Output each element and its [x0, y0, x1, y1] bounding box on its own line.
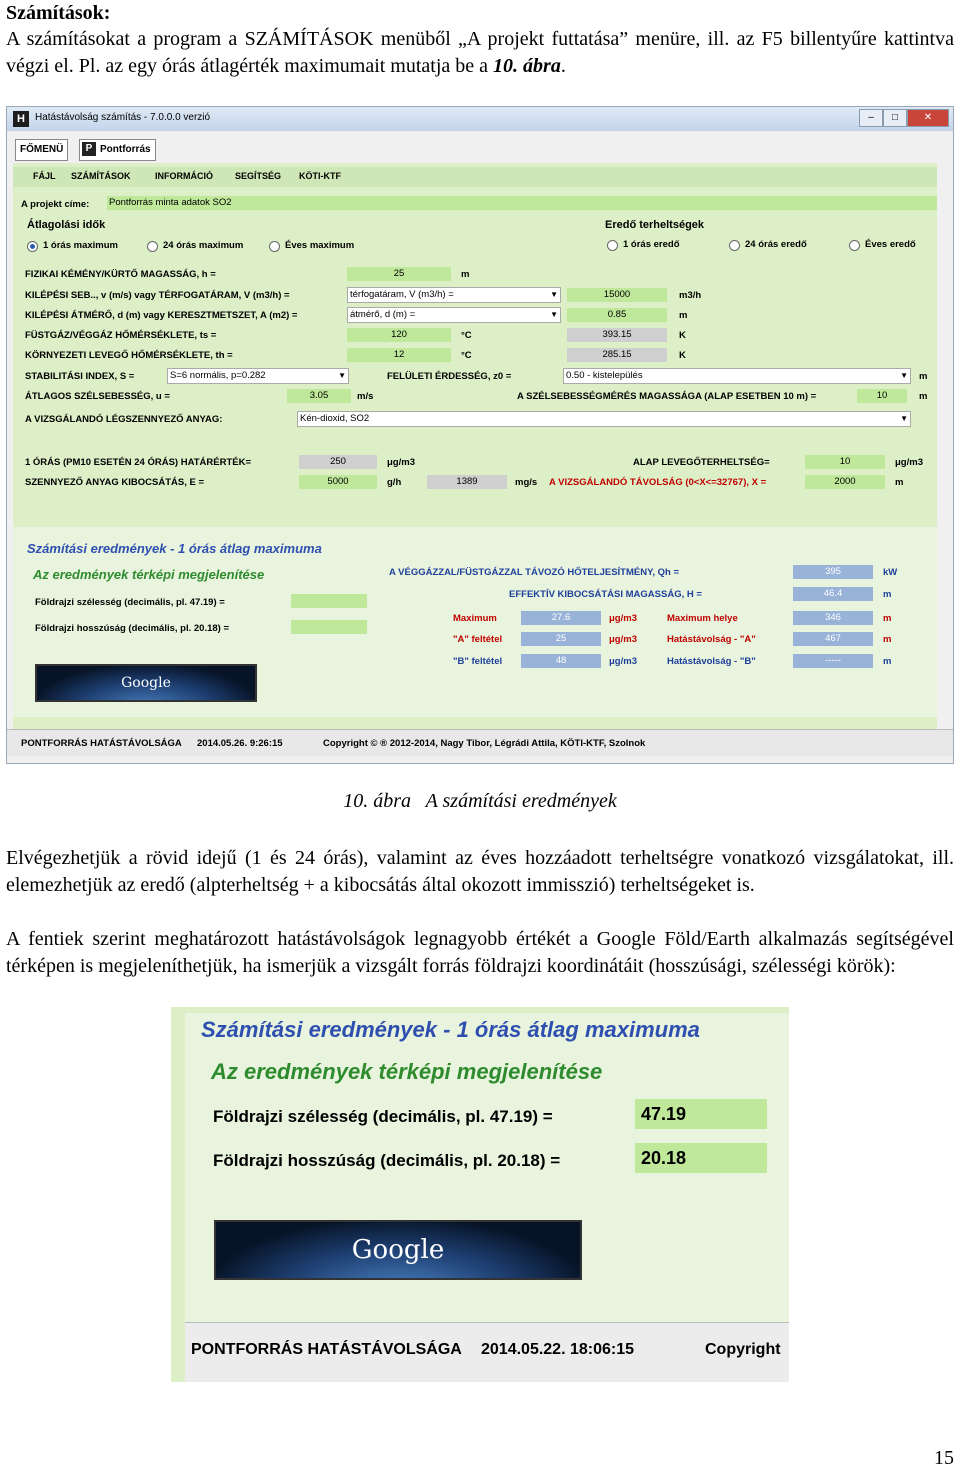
exit-unit: m3/h [679, 290, 702, 301]
ha-value: 467 [793, 632, 873, 646]
max-value: 27.6 [521, 611, 601, 625]
window-title: Hatástávolság számítás - 7.0.0.0 verzió [35, 112, 211, 123]
ha-unit: m [883, 634, 892, 645]
max-label: Maximum [453, 613, 497, 624]
zoom-google-logo: Google [351, 1235, 445, 1265]
zoom-status-datetime: 2014.05.22. 18:06:15 [481, 1341, 635, 1358]
radio-24h-max-label: 24 órás maximum [163, 240, 244, 251]
section-heading: Számítások: [6, 2, 111, 24]
ha-label: Hatástávolság - "A" [667, 634, 756, 645]
base-input[interactable]: 10 [805, 455, 885, 469]
radio-annual-max[interactable] [269, 241, 280, 252]
emission-label: SZENNYEZŐ ANYAG KIBOCSÁTÁS, E = [25, 477, 205, 488]
page-number: 15 [934, 1447, 954, 1469]
chevron-down-icon: ▼ [550, 310, 558, 319]
radio-1h-result-label: 1 órás eredő [623, 239, 680, 250]
zoom-lat-input[interactable]: 47.19 [635, 1099, 767, 1129]
radio-24h-result[interactable] [729, 240, 740, 251]
maxpos-unit: m [883, 613, 892, 624]
wind-input[interactable]: 3.05 [287, 389, 351, 403]
rough-unit: m [919, 371, 928, 382]
app-screenshot [6, 106, 954, 764]
menu-bar [13, 167, 937, 187]
stab-select[interactable]: S=6 normális, p=0.282 ▼ [167, 368, 349, 384]
menu-informacio[interactable]: INFORMÁCIÓ [155, 171, 213, 181]
emission-ms: 1389 [427, 475, 507, 489]
zoom-status-copyright: Copyright [705, 1341, 781, 1358]
project-title-input[interactable]: Pontforrás minta adatok SO2 [107, 196, 937, 210]
amb-kelvin-unit: K [679, 350, 686, 361]
title-bar [7, 107, 953, 131]
status-copyright: Copyright © ® 2012-2014, Nagy Tibor, Légrádi Attila, KÖTI-KTF, Szolnok [323, 738, 646, 749]
chevron-down-icon: ▼ [900, 414, 908, 423]
heat-label: A VÉGGÁZZAL/FÜSTGÁZZAL TÁVOZÓ HŐTELJESÍTMÉNY, Qh = [389, 567, 680, 578]
wind-unit: m/s [357, 391, 374, 402]
diam-input[interactable]: 0.85 [567, 308, 667, 322]
stab-label: STABILITÁSI INDEX, S = [25, 371, 135, 382]
eff-value: 46.4 [793, 587, 873, 601]
height-unit: m [461, 269, 470, 280]
status-bar [7, 729, 953, 756]
radio-24h-result-label: 24 órás eredő [745, 239, 807, 250]
heat-value: 395 [793, 565, 873, 579]
amb-input[interactable]: 12 [347, 348, 451, 362]
hb-label: Hatástávolság - "B" [667, 656, 756, 667]
radio-annual-result-label: Éves eredő [865, 239, 916, 250]
limit-value: 250 [299, 455, 377, 469]
maxpos-value: 346 [793, 611, 873, 625]
a-unit: μg/m3 [609, 634, 637, 645]
chevron-down-icon: ▼ [900, 371, 908, 380]
intro-paragraph: A számításokat a program a SZÁMÍTÁSOK menüből „A projekt futtatása” menüre, ill. az F5 billentyűre kattintva végzi el. Pl. az egy órás átlagérték maximumait mutatja be a 10. ábra. [6, 28, 954, 77]
radio-annual-max-label: Éves maximum [285, 240, 355, 251]
emission-ms-unit: mg/s [515, 477, 538, 488]
menu-szamitasok[interactable]: SZÁMÍTÁSOK [71, 171, 131, 181]
status-datetime: 2014.05.26. 9:26:15 [197, 738, 283, 749]
lat-label: Földrajzi szélesség (decimális, pl. 47.19) = [35, 597, 225, 608]
flue-input[interactable]: 120 [347, 328, 451, 342]
pollutant-select[interactable]: Kén-dioxid, SO2 ▼ [297, 411, 911, 427]
b-value: 48 [521, 654, 601, 668]
amb-unit: °C [461, 350, 472, 361]
radio-1h-max-label: 1 órás maximum [43, 240, 118, 251]
google-logo: Google [121, 675, 171, 691]
wind-height-label: A SZÉLSEBESSÉGMÉRÉS MAGASSÁGA (ALAP ESETBEN 10 m) = [517, 391, 817, 402]
diam-select[interactable]: átmérő, d (m) = ▼ [347, 307, 561, 323]
pontforras-icon: P [82, 142, 96, 156]
hb-value: ----- [793, 654, 873, 668]
pollutant-label: A VIZSGÁLANDÓ LÉGSZENNYEZŐ ANYAG: [25, 414, 223, 425]
limit-label: 1 ÓRÁS (PM10 ESETÉN 24 ÓRÁS) HATÁRÉRTÉK= [25, 457, 252, 468]
maximize-button[interactable]: □ [883, 109, 907, 127]
max-unit: μg/m3 [609, 613, 637, 624]
menu-koti-ktf[interactable]: KÖTI-KTF [299, 171, 341, 181]
dist-label: A VIZSGÁLANDÓ TÁVOLSÁG (0<X<=32767), X = [549, 477, 767, 488]
zoom-status-bar [185, 1322, 789, 1382]
maxpos-label: Maximum helye [667, 613, 738, 624]
paragraph-3: A fentiek szerint meghatározott hatástávolságok legnagyobb értékét a Google Föld/Earth alkalmazás segítségével térképen is megjeleníthetjük, ha ismerjük a vizsgált forrás földrajzi koordinátáit (hosszúsági, szélességi körök): [6, 928, 954, 977]
height-input[interactable]: 25 [347, 267, 451, 281]
eff-label: EFFEKTÍV KIBOCSÁTÁSI MAGASSÁG, H = [509, 589, 702, 600]
tab-pontforras[interactable]: P Pontforrás [79, 139, 156, 161]
wind-height-unit: m [919, 391, 928, 402]
app-icon: H [13, 111, 29, 127]
results-title: Számítási eredmények - 1 órás átlag maximuma [27, 541, 322, 556]
zoom-status-module: PONTFORRÁS HATÁSTÁVOLSÁGA [191, 1341, 462, 1358]
zoom-results-title: Számítási eredmények - 1 órás átlag maximuma [201, 1017, 700, 1042]
amb-kelvin: 285.15 [567, 348, 667, 362]
emission-input[interactable]: 5000 [299, 475, 377, 489]
averaging-title: Átlagolási idők [27, 219, 106, 231]
figure-caption: 10. ábra A számítási eredmények [343, 790, 617, 812]
lon-label: Földrajzi hosszúság (decimális, pl. 20.18) = [35, 623, 230, 634]
minimize-button[interactable]: – [859, 109, 883, 127]
a-value: 25 [521, 632, 601, 646]
project-label: A projekt címe: [21, 199, 90, 210]
rough-select[interactable]: 0.50 - kistelepülés ▼ [563, 368, 911, 384]
rough-label: FELÜLETI ÉRDESSÉG, z0 = [387, 371, 512, 382]
limit-unit: μg/m3 [387, 457, 415, 468]
heat-unit: kW [883, 567, 898, 578]
flue-kelvin: 393.15 [567, 328, 667, 342]
exit-select[interactable]: térfogatáram, V (m3/h) = ▼ [347, 287, 561, 303]
wind-height-input[interactable]: 10 [857, 389, 907, 403]
paragraph-2: Elvégezhetjük a rövid idejű (1 és 24 órás), valamint az éves hozzáadott terheltségre vonatkozó vizsgálatokat, ill. elemezhetjük az eredő (alpterheltség + a kibocsátás által okozott immisszió) terheltségeket is. [6, 847, 954, 896]
diam-label: KILÉPÉSI ÁTMÉRŐ, d (m) vagy KERESZTMETSZET, A (m2) = [25, 310, 298, 321]
menu-fajl[interactable]: FÁJL [33, 171, 56, 181]
b-unit: μg/m3 [609, 656, 637, 667]
radio-1h-result[interactable] [607, 240, 618, 251]
amb-label: KÖRNYEZETI LEVEGŐ HŐMÉRSÉKLETE, th = [25, 350, 233, 361]
dist-input[interactable]: 2000 [805, 475, 885, 489]
zoom-map-title: Az eredmények térképi megjelenítése [211, 1059, 603, 1084]
chevron-down-icon: ▼ [550, 290, 558, 299]
flue-label: FÜSTGÁZ/VÉGGÁZ HŐMÉRSÉKLETE, ts = [25, 330, 217, 341]
exit-input[interactable]: 15000 [567, 288, 667, 302]
zoom-google-earth-button[interactable] [214, 1220, 582, 1280]
map-title: Az eredmények térképi megjelenítése [33, 567, 265, 582]
close-button[interactable]: ✕ [907, 109, 949, 127]
radio-24h-max[interactable] [147, 241, 158, 252]
zoom-lat-label: Földrajzi szélesség (decimális, pl. 47.19) = [213, 1107, 553, 1126]
menu-segitseg[interactable]: SEGÍTSÉG [235, 171, 282, 181]
radio-1h-max[interactable] [27, 241, 38, 252]
loads-title: Eredő terheltségek [605, 219, 705, 231]
emission-unit: g/h [387, 477, 402, 488]
diam-unit: m [679, 310, 688, 321]
figure-reference: 10. ábra [493, 55, 561, 77]
dist-unit: m [895, 477, 904, 488]
lat-input[interactable] [291, 594, 367, 608]
exit-label: KILÉPÉSI SEB.., v (m/s) vagy TÉRFOGATÁRAM, V (m3/h) = [25, 290, 290, 301]
a-label: "A" feltétel [453, 634, 503, 645]
tab-fomenu[interactable]: FŐMENÜ [15, 139, 68, 161]
lon-input[interactable] [291, 620, 367, 634]
flue-kelvin-unit: K [679, 330, 686, 341]
height-label: FIZIKAI KÉMÉNY/KÜRTŐ MAGASSÁG, h = [25, 269, 216, 280]
radio-annual-result[interactable] [849, 240, 860, 251]
status-module: PONTFORRÁS HATÁSTÁVOLSÁGA [21, 738, 182, 749]
base-label: ALAP LEVEGŐTERHELTSÉG= [633, 457, 770, 468]
wind-label: ÁTLAGOS SZÉLSEBESSÉG, u = [25, 391, 170, 402]
chevron-down-icon: ▼ [338, 371, 346, 380]
flue-unit: °C [461, 330, 472, 341]
hb-unit: m [883, 656, 892, 667]
b-label: "B" feltétel [453, 656, 503, 667]
eff-unit: m [883, 589, 892, 600]
zoom-lon-label: Földrajzi hosszúság (decimális, pl. 20.18) = [213, 1151, 561, 1170]
google-earth-button[interactable] [35, 664, 257, 702]
zoomed-screenshot [171, 1007, 789, 1382]
base-unit: μg/m3 [895, 457, 923, 468]
zoom-lon-input[interactable]: 20.18 [635, 1143, 767, 1173]
